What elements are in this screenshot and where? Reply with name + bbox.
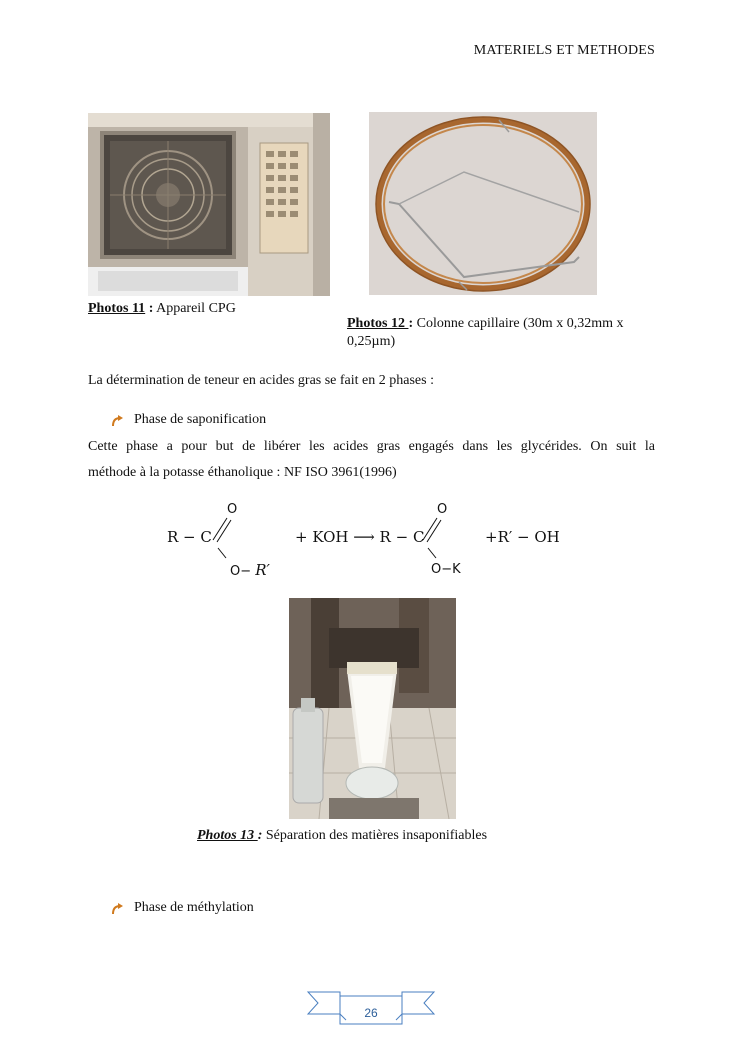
photo-12-label: Photos 12 [347, 316, 409, 331]
photo-11-separator: : [145, 301, 154, 316]
bullet-methylation [111, 900, 254, 916]
photo-11-caption [88, 301, 236, 317]
equation-o-k: O−K [431, 562, 461, 577]
photo-capillary-column [369, 112, 597, 295]
equation-r-prime: R′ [255, 561, 270, 579]
page-header: MATERIELS ET METHODES [473, 43, 655, 58]
saponification-paragraph [88, 434, 655, 486]
capillary-column-image [369, 112, 597, 295]
equation-o-r-group [230, 561, 270, 579]
photo-11-text: Appareil CPG [153, 301, 236, 316]
paragraph-line-1: Cette phase a pour but de libérer les acides gras engagés dans les glycérides. On suit la [88, 439, 655, 454]
photo-13-caption [197, 828, 487, 844]
page-number: 26 [364, 1006, 378, 1020]
bullet-methylation-label: Phase de méthylation [134, 900, 254, 915]
photo-gc-apparatus [88, 113, 330, 296]
bullet-saponification-label: Phase de saponification [134, 412, 267, 427]
photo-13-text: Séparation des matières insaponifiables [262, 828, 488, 843]
photo-13-separator: : [257, 828, 263, 843]
paragraph-line-2: méthode à la potasse éthanolique : NF ISO 3961(1996) [88, 465, 397, 480]
saponification-equation [160, 500, 600, 585]
equation-plus-koh: + KOH ⟶ R − C [295, 528, 425, 546]
photo-12-text: Colonne capillaire (30m x 0,32mm x [413, 316, 624, 331]
photo-12-caption [347, 315, 623, 351]
photo-13-label: Photos 13 [197, 828, 258, 843]
photo-12-separator: : [408, 316, 414, 331]
curved-arrow-bullet-icon [111, 414, 124, 427]
intro-text: La détermination de teneur en acides gras se fait en 2 phases : [88, 373, 434, 388]
photo-12-text-line2: 0,25µm) [347, 334, 396, 349]
photo-separation [289, 598, 456, 819]
photo-11-label: Photos 11 [88, 301, 146, 316]
equation-o-top-1: O [227, 502, 238, 517]
page-footer [306, 990, 436, 1026]
curved-arrow-bullet-icon [111, 902, 124, 915]
equation-o-r: O− [230, 564, 256, 579]
separation-image [289, 598, 456, 819]
equation-r-c: R − C [167, 528, 212, 546]
equation-plus-roh: +R′ − OH [485, 528, 560, 546]
bullet-saponification [111, 412, 266, 428]
equation-o-top-2: O [437, 502, 448, 517]
gc-apparatus-image [88, 113, 330, 296]
